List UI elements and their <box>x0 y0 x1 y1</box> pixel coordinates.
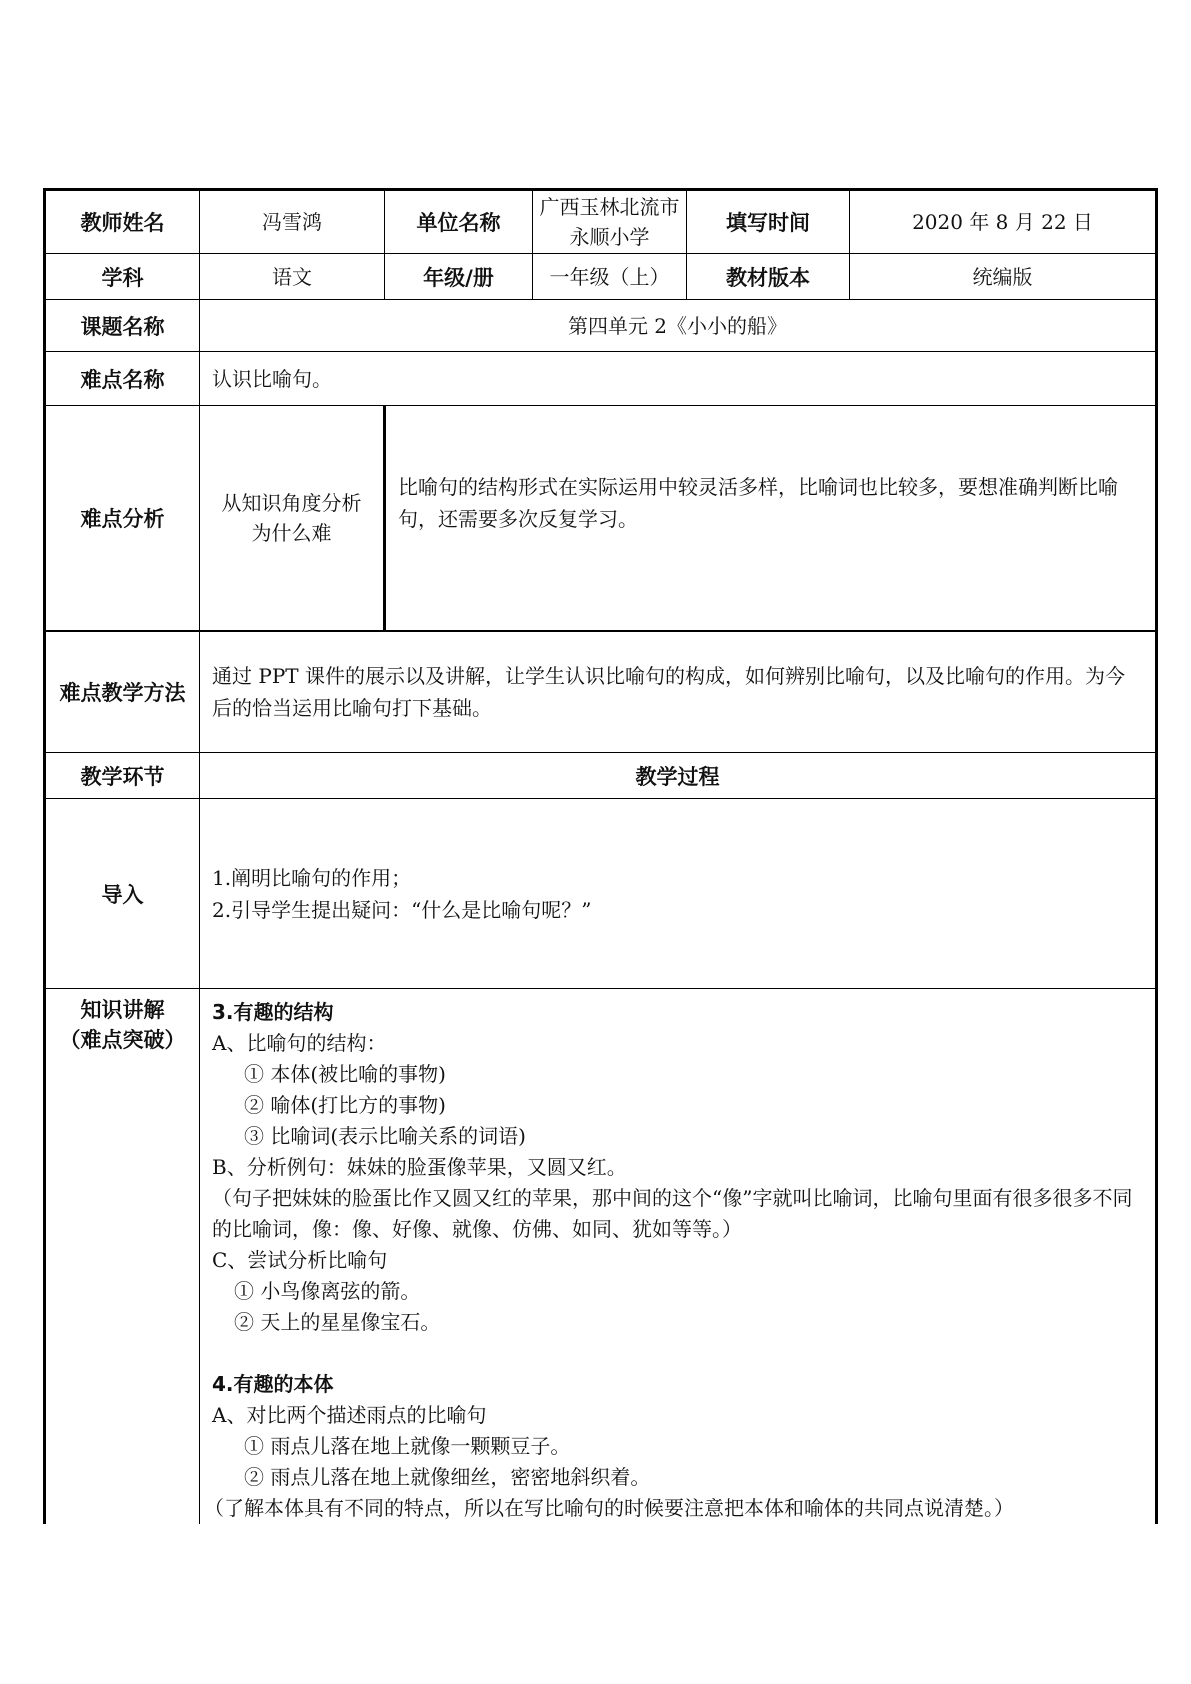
lesson-plan-table <box>43 188 1158 1524</box>
date-label: 填写时间 <box>687 190 850 254</box>
row-subject <box>45 254 1157 300</box>
intro-content <box>200 799 1157 989</box>
row-process-header <box>45 753 1157 799</box>
intro-line-1: 1.阐明比喻句的作用； <box>212 865 412 890</box>
lesson-plan-sheet <box>43 188 1155 1524</box>
analysis-label: 难点分析 <box>45 406 200 631</box>
topic-value: 第四单元 2《小小的船》 <box>200 300 1157 352</box>
grade-label: 年级/册 <box>385 254 533 300</box>
difficulty-label: 难点名称 <box>45 352 200 406</box>
knowledge-label <box>45 989 200 1525</box>
section-4-a-item-1: ① 雨点儿落在地上就像一颗颗豆子。 <box>244 1434 571 1458</box>
row-analysis <box>45 406 1157 631</box>
knowledge-label-line1: 知识讲解 <box>80 998 165 1022</box>
teacher-label: 教师姓名 <box>45 190 200 254</box>
edition-value: 统编版 <box>850 254 1157 300</box>
row-teacher <box>45 190 1157 254</box>
row-knowledge <box>45 989 1157 1525</box>
method-value: 通过 PPT 课件的展示以及讲解，让学生认识比喻句的构成，如何辨别比喻句，以及比喻句的作用。为今后的恰当运用比喻句打下基础。 <box>200 631 1157 753</box>
grade-value: 一年级（上） <box>533 254 687 300</box>
knowledge-label-line2: （难点突破） <box>59 1028 186 1052</box>
process-header: 教学过程 <box>200 753 1157 799</box>
section-spacer <box>212 1338 1143 1369</box>
analysis-sub-label-line1: 从知识角度分析 <box>221 490 362 515</box>
analysis-sub-label-line2: 为什么难 <box>251 520 332 545</box>
section-3-b-note: （句子把妹妹的脸蛋比作又圆又红的苹果，那中间的这个“像”字就叫比喻词，比喻句里面有很多很多不同的比喻词，像：像、好像、就像、仿佛、如同、犹如等等。） <box>212 1186 1133 1241</box>
section-4-title: 4.有趣的本体 <box>212 1372 334 1396</box>
topic-label: 课题名称 <box>45 300 200 352</box>
intro-line-2: 2.引导学生提出疑问：“什么是比喻句呢？” <box>212 897 592 922</box>
unit-value-line1: 广西玉林北流市 <box>539 195 680 219</box>
section-3-c-item-1: ① 小鸟像离弦的箭。 <box>234 1279 421 1303</box>
section-4-note: （了解本体具有不同的特点，所以在写比喻句的时候要注意把本体和喻体的共同点说清楚。） <box>204 1496 1014 1520</box>
section-3-title: 3.有趣的结构 <box>212 1000 334 1024</box>
date-value: 2020 年 8 月 22 日 <box>850 190 1157 254</box>
intro-label: 导入 <box>45 799 200 989</box>
row-difficulty <box>45 352 1157 406</box>
analysis-value: 比喻句的结构形式在实际运用中较灵活多样，比喻词也比较多，要想准确判断比喻句，还需要多次反复学习。 <box>385 406 1157 631</box>
section-3-c-item-2: ② 天上的星星像宝石。 <box>234 1310 441 1334</box>
section-3-a-item-2: ② 喻体(打比方的事物) <box>244 1093 446 1117</box>
section-3-a-item-3: ③ 比喻词(表示比喻关系的词语) <box>244 1124 526 1148</box>
section-4-a-item-2: ② 雨点儿落在地上就像细丝，密密地斜织着。 <box>244 1465 651 1489</box>
section-3-b: B、分析例句：妹妹的脸蛋像苹果，又圆又红。 <box>212 1155 627 1179</box>
method-label: 难点教学方法 <box>45 631 200 753</box>
subject-value: 语文 <box>200 254 385 300</box>
knowledge-content <box>200 989 1157 1525</box>
analysis-sub-label <box>200 406 385 631</box>
difficulty-value: 认识比喻句。 <box>200 352 1157 406</box>
row-method <box>45 631 1157 753</box>
stage-header: 教学环节 <box>45 753 200 799</box>
subject-label: 学科 <box>45 254 200 300</box>
row-topic <box>45 300 1157 352</box>
teacher-value: 冯雪鸿 <box>200 190 385 254</box>
unit-label: 单位名称 <box>385 190 533 254</box>
row-intro <box>45 799 1157 989</box>
section-3-a-item-1: ① 本体(被比喻的事物) <box>244 1062 446 1086</box>
section-3-c: C、尝试分析比喻句 <box>212 1248 388 1272</box>
edition-label: 教材版本 <box>687 254 850 300</box>
section-4-a: A、对比两个描述雨点的比喻句 <box>212 1403 487 1427</box>
section-3-a: A、比喻句的结构： <box>212 1031 387 1055</box>
unit-value-line2: 永顺小学 <box>569 225 650 249</box>
unit-value <box>533 190 687 254</box>
